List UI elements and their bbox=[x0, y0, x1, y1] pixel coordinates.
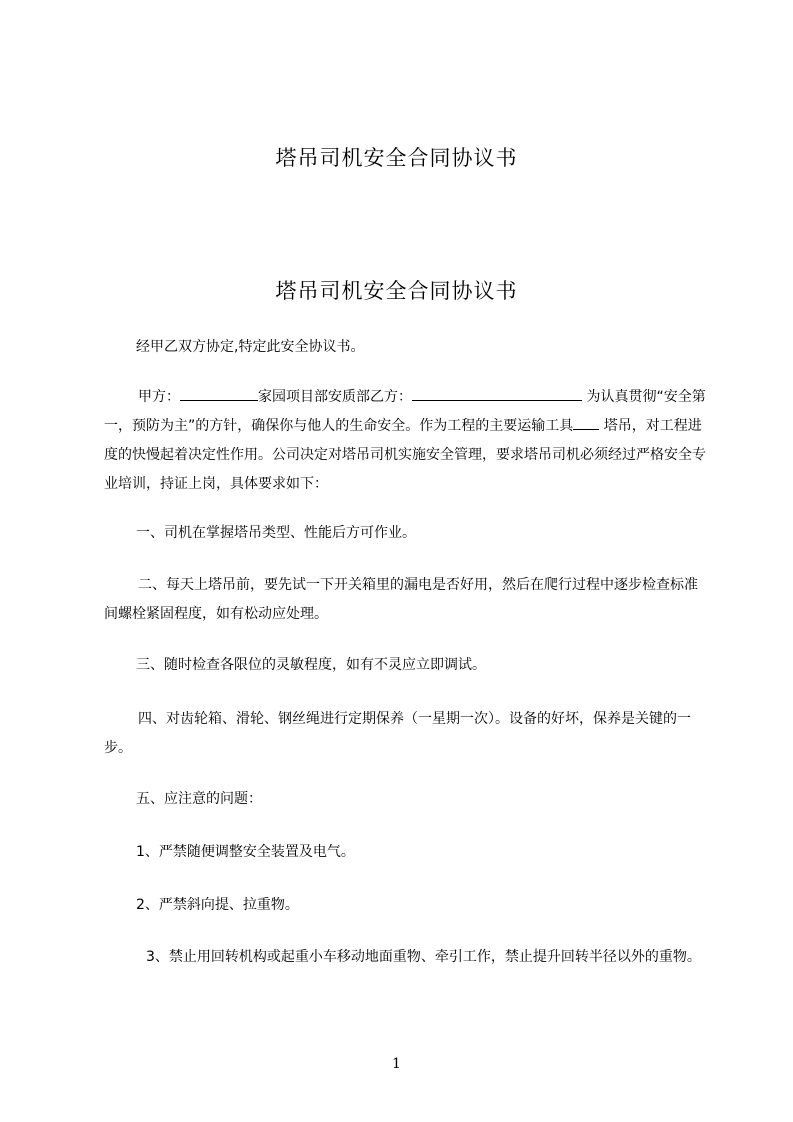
item-2 bbox=[104, 571, 708, 629]
party-a-blank bbox=[180, 388, 258, 401]
item-4 bbox=[104, 705, 708, 763]
sub-item-3-text: 3、禁止用回转机构或起重小车移动地面重物、牵引工作，禁止提升回转半径以外的重物。 bbox=[146, 949, 701, 965]
tool-blank bbox=[573, 417, 599, 430]
party-b-blank bbox=[412, 388, 582, 401]
sub-item-3 bbox=[104, 943, 708, 972]
item-2-text: 二、每天上塔吊前，要先试一下开关箱里的漏电是否好用，然后在爬行过程中逐步检查标准间螺栓紧固程度，如有松动应处理。 bbox=[104, 577, 698, 622]
item-1 bbox=[104, 519, 708, 548]
item-5-text: 五、应注意的问题： bbox=[136, 791, 262, 807]
intro-paragraph bbox=[104, 333, 708, 362]
item-3 bbox=[104, 651, 708, 680]
sub-item-2-text: 2、严禁斜向提、拉重物。 bbox=[136, 897, 299, 913]
intro-text: 经甲乙双方协定,特定此安全协议书。 bbox=[136, 339, 365, 355]
sub-item-1 bbox=[104, 838, 708, 867]
sub-item-2 bbox=[104, 891, 708, 920]
party-a-text: 家园项目部安质部乙方： bbox=[258, 389, 412, 405]
document-title-main: 塔吊司机安全合同协议书 bbox=[275, 279, 518, 303]
parties-paragraph bbox=[104, 383, 708, 499]
item-4-text: 四、对齿轮箱、滑轮、钢丝绳进行定期保养（一星期一次）。设备的好坏，保养是关键的一步。 bbox=[104, 711, 691, 756]
document-title-top: 塔吊司机安全合同协议书 bbox=[275, 146, 518, 170]
sub-item-1-text: 1、严禁随便调整安全装置及电气。 bbox=[136, 844, 355, 860]
item-5 bbox=[104, 785, 708, 814]
para1-rest-a: “安全第一，预防为主”的方针，确保你与他人的生命安全。作为工程的主要运输工具 bbox=[104, 389, 706, 434]
para1-line1-tail: 为认真贯彻 bbox=[582, 389, 657, 405]
para1-rest-b: 塔吊，对工程进度的快慢起着决定性作用。公司决定对塔吊司机实施安全管理，要求塔吊司机必须经过严格安全专业培训，持证上岗，具体要求如下： bbox=[104, 418, 706, 492]
item-1-text: 一、司机在掌握塔吊类型、性能后方可作业。 bbox=[136, 525, 416, 541]
page-number: 1 bbox=[392, 1056, 401, 1072]
party-a-label: 甲方： bbox=[138, 389, 180, 405]
item-3-text: 三、随时检查各限位的灵敏程度，如有不灵应立即调试。 bbox=[136, 657, 486, 673]
